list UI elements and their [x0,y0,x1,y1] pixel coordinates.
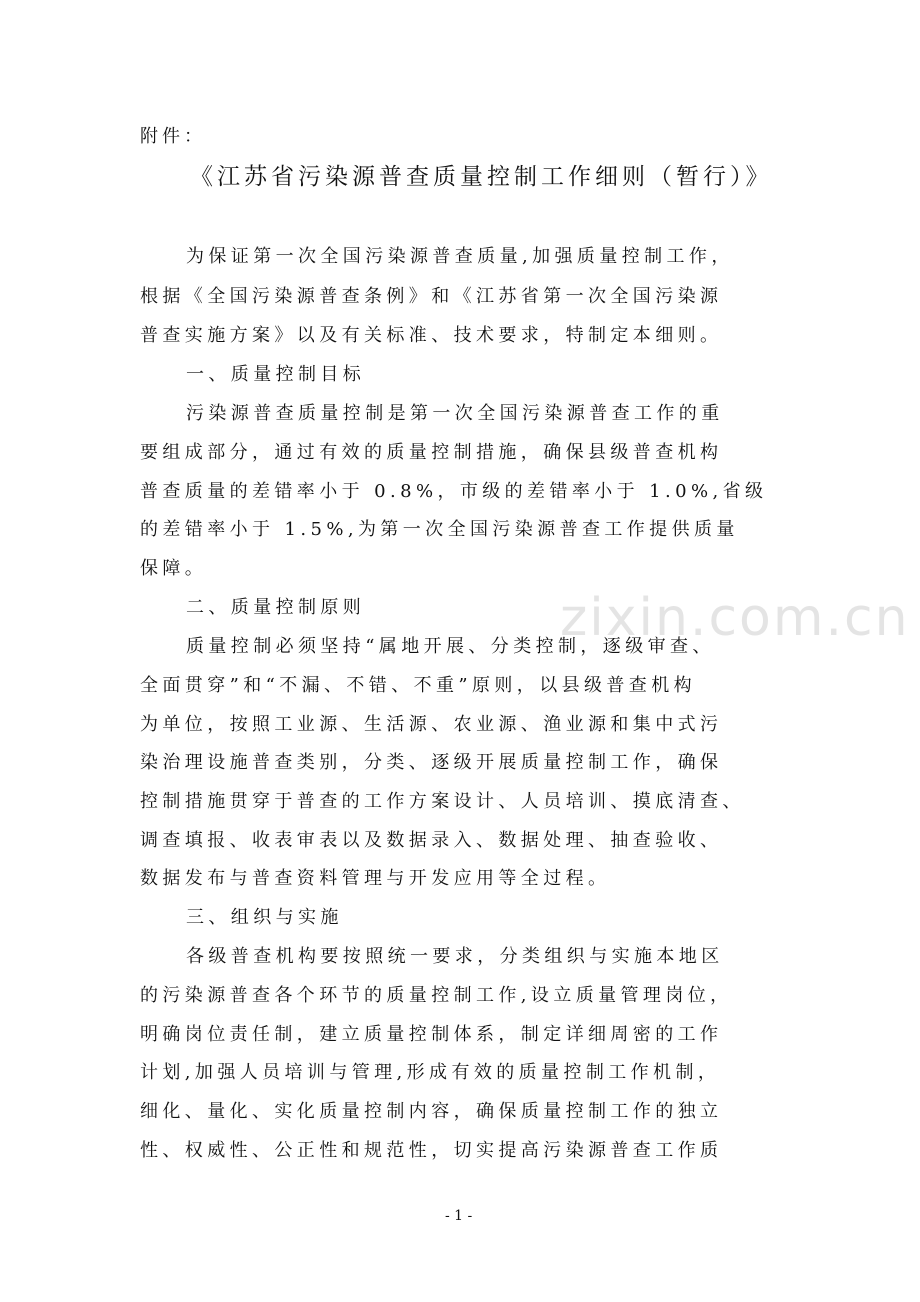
document-title: 《江苏省污染源普查质量控制工作细则（暂行）》 [190,164,773,190]
paragraph-line: 控制措施贯穿于普查的工作方案设计、人员培训、摸底清查、 [140,791,745,812]
page-number: - 1 - [445,1208,473,1224]
paragraph-line: 根据《全国污染源普查条例》和《江苏省第一次全国污染源 [140,286,723,307]
paragraph-line: 质量控制必须坚持“属地开展、分类控制，逐级审查、 [186,636,715,657]
paragraph-line: 明确岗位责任制，建立质量控制体系，制定详细周密的工作 [140,1024,723,1045]
paragraph-line: 普查实施方案》以及有关标准、技术要求，特制定本细则。 [140,325,723,346]
paragraph-line: 保障。 [140,558,208,579]
paragraph-line: 的差错率小于 1.5%,为第一次全国污染源普查工作提供质量 [140,519,739,540]
paragraph-line: 计划,加强人员培训与管理,形成有效的质量控制工作机制， [140,1062,721,1083]
paragraph-line: 要组成部分，通过有效的质量控制措施，确保县级普查机构 [140,442,723,463]
paragraph-line: 染治理设施普查类别，分类、逐级开展质量控制工作，确保 [140,752,723,773]
paragraph-line: 性、权威性、公正性和规范性，切实提高污染源普查工作质 [140,1140,723,1161]
paragraph-line: 污染源普查质量控制是第一次全国污染源普查工作的重 [186,403,724,424]
paragraph-line: 数据发布与普查资料管理与开发应用等全过程。 [140,868,611,889]
paragraph-line: 各级普查机构要按照统一要求，分类组织与实施本地区 [186,946,724,967]
section-heading: 一、质量控制目标 [186,364,366,385]
paragraph-line: 为保证第一次全国污染源普查质量,加强质量控制工作， [186,246,734,267]
paragraph-line: 全面贯穿”和“不漏、不错、不重”原则，以县级普查机构 [140,675,697,696]
paragraph-line: 普查质量的差错率小于 0.8%，市级的差错率小于 1.0%,省级 [140,481,768,502]
watermark: zixin.com.cn [560,588,910,648]
paragraph-line: 为单位，按照工业源、生活源、农业源、渔业源和集中式污 [140,714,723,735]
paragraph-line: 的污染源普查各个环节的质量控制工作,设立质量管理岗位， [140,985,733,1006]
paragraph-line: 调查填报、收表审表以及数据录入、数据处理、抽查验收、 [140,830,723,851]
section-heading: 二、质量控制原则 [186,597,366,618]
attachment-label: 附件： [140,126,206,147]
paragraph-line: 细化、量化、实化质量控制内容，确保质量控制工作的独立 [140,1101,723,1122]
section-heading: 三、组织与实施 [186,907,343,928]
